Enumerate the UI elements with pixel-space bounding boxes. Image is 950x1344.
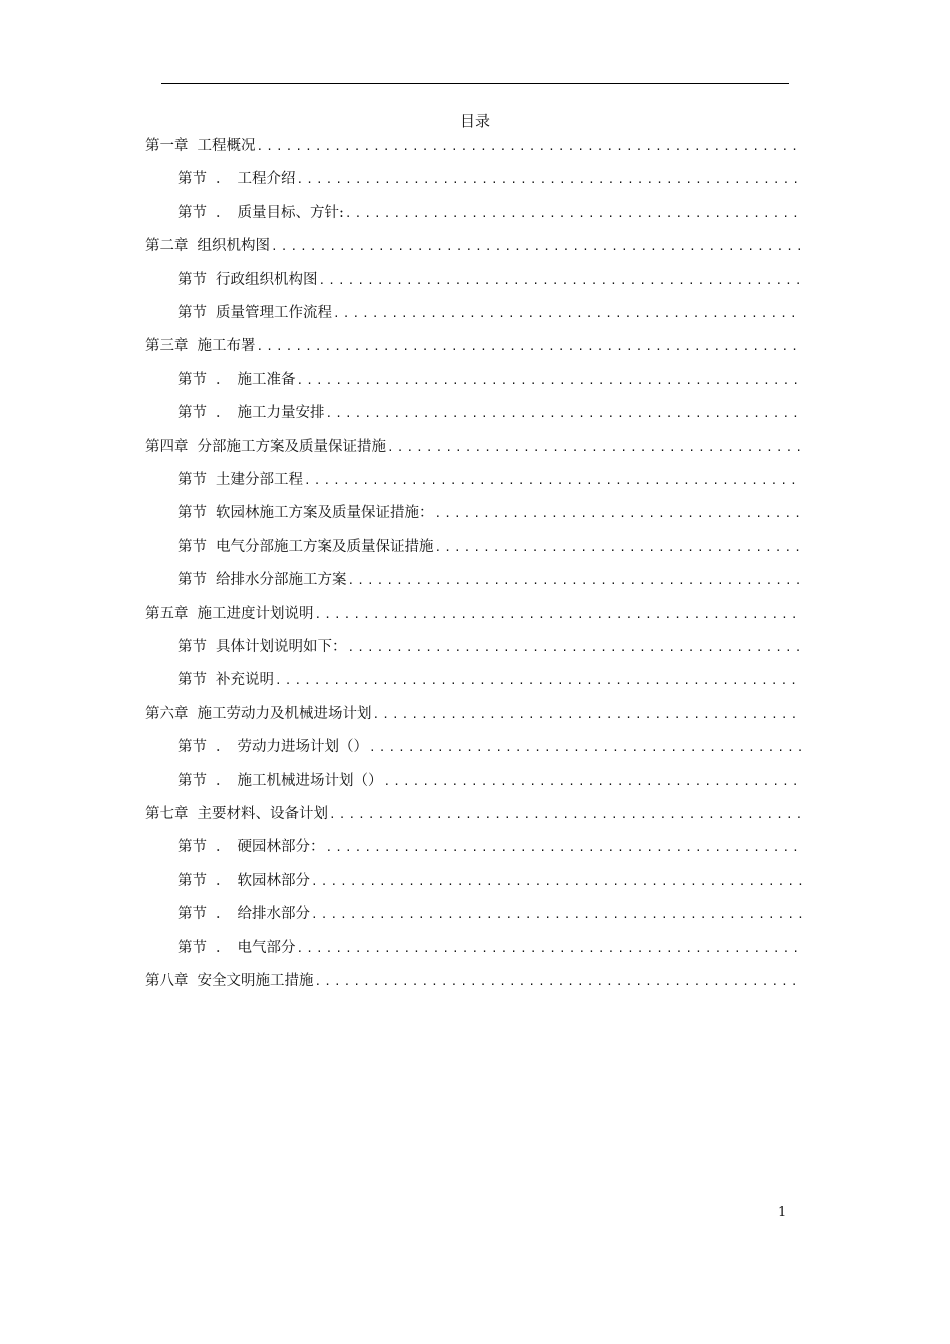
toc-entry-text: 给排水分部施工方案: [216, 572, 347, 589]
toc-section-entry[interactable]: [178, 502, 802, 524]
toc-entry-label: [178, 636, 347, 658]
toc-dot-leader: [271, 236, 802, 257]
toc-entry-label: [178, 870, 310, 892]
toc-entry-label: [145, 235, 270, 257]
toc-entry-label: [178, 502, 434, 524]
toc-entry-label: [178, 736, 368, 758]
toc-entry-number: 第六章: [145, 705, 189, 722]
toc-entry-separator: ．: [216, 839, 231, 856]
toc-entry-number: 第节: [178, 204, 207, 221]
toc-dot-leader: [304, 470, 802, 491]
toc-dot-leader: [297, 169, 803, 190]
toc-entry-text: 工程概况: [197, 138, 256, 154]
toc-entry-label: [178, 770, 383, 792]
toc-entry-number: 第一章: [145, 138, 189, 154]
toc-entry-number: 第节: [178, 839, 207, 856]
toc-dot-leader: [257, 136, 803, 157]
toc-entry-number: 第节: [178, 371, 207, 388]
toc-entry-number: 第节: [178, 405, 207, 422]
toc-section-entry[interactable]: [178, 669, 802, 691]
toc-chapter-entry[interactable]: [145, 235, 802, 257]
toc-entry-label: [178, 569, 347, 591]
toc-entry-label: [178, 937, 296, 959]
toc-entry-number: 第节: [178, 639, 207, 655]
toc-title: 目录: [459, 112, 490, 130]
toc-entry-number: 第节: [178, 472, 207, 488]
toc-entry-text: 施工机械进场计划（）: [237, 772, 383, 789]
toc-entry-label: [178, 903, 310, 925]
toc-entry-text: 施工布署: [197, 338, 256, 355]
toc-entry-label: [178, 202, 344, 224]
toc-chapter-entry[interactable]: [145, 803, 802, 825]
toc-entry-label: [145, 803, 328, 825]
toc-dot-leader: [326, 837, 803, 858]
toc-section-entry[interactable]: [178, 903, 802, 925]
toc-entry-separator: ．: [216, 739, 231, 756]
toc-dot-leader: [384, 771, 803, 792]
toc-entry-label: [178, 669, 274, 691]
toc-dot-leader: [297, 370, 803, 391]
toc-entry-label: [178, 168, 296, 190]
toc-entry-separator: ．: [216, 939, 231, 956]
toc-entry-text: 给排水部分: [237, 906, 310, 923]
toc-chapter-entry[interactable]: [145, 603, 802, 625]
toc-entry-label: [178, 536, 434, 558]
toc-entry-number: 第三章: [145, 338, 189, 355]
toc-entry-label: [145, 603, 314, 625]
toc-entry-number: 第节: [178, 672, 207, 689]
toc-dot-leader: [326, 403, 803, 424]
toc-entry-separator: ．: [216, 872, 231, 889]
toc-section-entry[interactable]: [178, 569, 802, 591]
toc-entry-text: 质量目标、方针:: [237, 204, 344, 221]
toc-dot-leader: [348, 570, 803, 591]
toc-section-entry[interactable]: [178, 369, 802, 391]
toc-section-entry[interactable]: [178, 770, 802, 792]
toc-dot-leader: [319, 270, 803, 291]
toc-section-entry[interactable]: [178, 536, 802, 558]
toc-chapter-entry[interactable]: [145, 135, 802, 157]
toc-dot-leader: [329, 804, 802, 825]
toc-entry-text: 软园林部分: [237, 872, 310, 889]
toc-dot-leader: [345, 203, 802, 224]
toc-entry-label: [145, 970, 314, 992]
toc-entry-number: 第七章: [145, 806, 189, 822]
toc-section-entry[interactable]: [178, 736, 802, 758]
toc-entry-text: 土建分部工程: [216, 472, 303, 488]
toc-entry-text: 组织机构图: [197, 238, 270, 255]
toc-dot-leader: [315, 971, 803, 992]
toc-section-entry[interactable]: [178, 870, 802, 892]
toc-section-entry[interactable]: [178, 402, 802, 424]
toc-entry-number: 第节: [178, 906, 207, 923]
toc-section-entry[interactable]: [178, 269, 802, 291]
toc-entry-number: 第节: [178, 572, 207, 589]
toc-entry-number: 第节: [178, 305, 207, 321]
toc-entry-number: 第节: [178, 772, 207, 789]
toc-entry-text: 行政组织机构图: [216, 271, 318, 288]
header-rule: [161, 83, 789, 84]
toc-dot-leader: [435, 503, 803, 524]
toc-entry-label: [178, 302, 332, 324]
toc-entry-text: 施工进度计划说明: [197, 605, 314, 622]
toc-entry-text: 主要材料、设备计划: [197, 806, 328, 822]
toc-section-entry[interactable]: [178, 202, 802, 224]
toc-entry-number: 第节: [178, 538, 207, 555]
toc-dot-leader: [257, 336, 803, 357]
toc-entry-number: 第二章: [145, 238, 189, 255]
toc-entry-text: 分部施工方案及质量保证措施: [197, 438, 386, 455]
toc-entry-number: 第节: [178, 271, 207, 288]
toc-entry-label: [178, 469, 303, 491]
toc-entry-number: 第节: [178, 505, 207, 522]
toc-entry-number: 第节: [178, 872, 207, 889]
toc-dot-leader: [311, 904, 802, 925]
toc-entry-label: [145, 135, 256, 157]
toc-entry-separator: ．: [216, 405, 231, 422]
toc-entry-separator: ．: [216, 371, 231, 388]
toc-dot-leader: [275, 670, 802, 691]
toc-dot-leader: [333, 303, 802, 324]
toc-entry-text: 质量管理工作流程: [216, 305, 332, 321]
toc-dot-leader: [387, 437, 802, 458]
toc-entry-label: [145, 335, 256, 357]
toc-section-entry[interactable]: [178, 168, 802, 190]
toc-entry-separator: ．: [216, 171, 231, 188]
toc-entry-text: 安全文明施工措施: [197, 973, 314, 989]
toc-entry-number: 第节: [178, 939, 207, 956]
toc-entry-number: 第八章: [145, 973, 189, 989]
toc-entry-separator: ．: [216, 772, 231, 789]
toc-dot-leader: [348, 637, 803, 658]
toc-dot-leader: [369, 737, 802, 758]
toc-section-entry[interactable]: [178, 836, 802, 858]
toc-entry-label: [145, 703, 372, 725]
toc-dot-leader: [373, 704, 803, 725]
toc-entry-label: [178, 402, 325, 424]
toc-section-entry[interactable]: [178, 469, 802, 491]
toc-entry-label: [178, 269, 318, 291]
toc-entry-text: 电气分部施工方案及质量保证措施: [216, 538, 434, 555]
toc-dot-leader: [315, 604, 803, 625]
toc-chapter-entry[interactable]: [145, 436, 802, 458]
toc-entry-text: 工程介绍: [237, 171, 296, 188]
toc-chapter-entry[interactable]: [145, 703, 802, 725]
page-number: 1: [778, 1205, 787, 1220]
toc-entry-label: [145, 436, 386, 458]
toc-entry-text: 电气部分: [237, 939, 296, 956]
toc-entry-number: 第五章: [145, 605, 189, 622]
toc-chapter-entry[interactable]: [145, 335, 802, 357]
toc-entry-text: 施工劳动力及机械进场计划: [197, 705, 372, 722]
toc-entry-label: [178, 369, 296, 391]
toc-section-entry[interactable]: [178, 302, 802, 324]
toc-entry-text: 具体计划说明如下：: [216, 639, 347, 655]
toc-entry-separator: ．: [216, 906, 231, 923]
toc-dot-leader: [311, 871, 802, 892]
toc-entry-label: [178, 836, 325, 858]
toc-chapter-entry[interactable]: [145, 970, 802, 992]
toc-entry-number: 第节: [178, 739, 207, 756]
toc-section-entry[interactable]: [178, 636, 802, 658]
toc-entry-number: 第节: [178, 171, 207, 188]
toc-entry-text: 劳动力进场计划（）: [237, 739, 368, 756]
toc-section-entry[interactable]: [178, 937, 802, 959]
toc-entry-separator: ．: [216, 204, 231, 221]
toc-entry-text: 施工力量安排: [237, 405, 325, 422]
toc-entry-text: 补充说明: [216, 672, 274, 689]
toc-dot-leader: [435, 537, 803, 558]
toc-entry-text: 硬园林部分：: [237, 839, 325, 856]
toc-entry-number: 第四章: [145, 438, 189, 455]
toc-dot-leader: [297, 938, 803, 959]
toc-entry-text: 软园林施工方案及质量保证措施：: [216, 505, 434, 522]
toc-entry-text: 施工准备: [237, 371, 296, 388]
